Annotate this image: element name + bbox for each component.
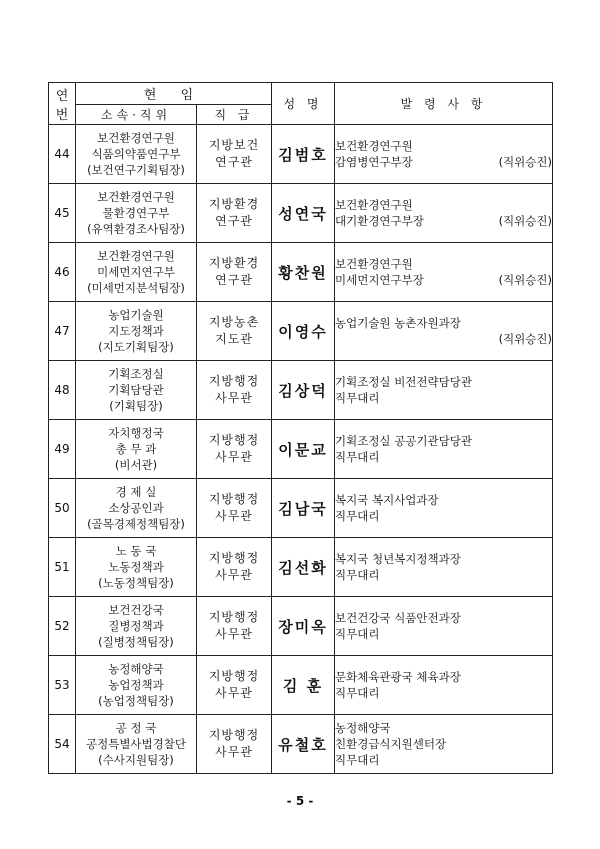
- rank-cell: 지방행정 사무관: [197, 538, 272, 597]
- table-row: [49, 479, 553, 538]
- serial-number-cell: 44: [49, 125, 76, 184]
- appointment-cell: 보건환경연구원 대기환경연구부장 (직위승진): [335, 184, 553, 243]
- person-name-cell: 장미옥: [272, 597, 335, 656]
- header-appointment: 발 령 사 항: [335, 83, 553, 125]
- person-name-cell: 김범호: [272, 125, 335, 184]
- table-row: [49, 597, 553, 656]
- serial-number-cell: 53: [49, 656, 76, 715]
- appointment-cell: 농정해양국 친환경급식지원센터장 직무대리: [335, 715, 553, 774]
- rank-cell: 지방행정 사무관: [197, 715, 272, 774]
- person-name-cell: 이영수: [272, 302, 335, 361]
- header-name: 성 명: [272, 83, 335, 125]
- affiliation-cell: 보건건강국 질병정책과 (질병정책팀장): [76, 597, 197, 656]
- table-row: [49, 715, 553, 774]
- appointment-cell: 농업기술원 농촌자원과장 (직위승진): [335, 302, 553, 361]
- rank-cell: 지방환경 연구관: [197, 184, 272, 243]
- serial-number-cell: 54: [49, 715, 76, 774]
- serial-number-cell: 49: [49, 420, 76, 479]
- rank-cell: 지방행정 사무관: [197, 479, 272, 538]
- table-row: [49, 184, 553, 243]
- rank-cell: 지방행정 사무관: [197, 420, 272, 479]
- rank-cell: 지방행정 사무관: [197, 656, 272, 715]
- affiliation-cell: 농업기술원 지도정책과 (지도기획팀장): [76, 302, 197, 361]
- rank-cell: 지방행정 사무관: [197, 597, 272, 656]
- affiliation-cell: 농정해양국 농업정책과 (농업정책팀장): [76, 656, 197, 715]
- header-current-post: 현 임: [76, 83, 272, 105]
- table-row: [49, 243, 553, 302]
- page-number: - 5 -: [286, 794, 314, 808]
- header-serial-number: 연 번: [49, 83, 76, 125]
- appointment-cell: 기획조정실 비전전략담당관 직무대리: [335, 361, 553, 420]
- table-row: [49, 656, 553, 715]
- table-row: [49, 538, 553, 597]
- appointment-cell: 복지국 복지사업과장 직무대리: [335, 479, 553, 538]
- appointment-cell: 보건건강국 식품안전과장 직무대리: [335, 597, 553, 656]
- rank-cell: 지방농촌 지도관: [197, 302, 272, 361]
- serial-number-cell: 52: [49, 597, 76, 656]
- person-name-cell: 황찬원: [272, 243, 335, 302]
- affiliation-cell: 보건환경연구원 물환경연구부 (유역환경조사팀장): [76, 184, 197, 243]
- personnel-order-table: [48, 82, 553, 774]
- appointment-cell: 문화체육관광국 체육과장 직무대리: [335, 656, 553, 715]
- table-row: [49, 302, 553, 361]
- serial-number-cell: 51: [49, 538, 76, 597]
- appointment-cell: 기획조정실 공공기관담당관 직무대리: [335, 420, 553, 479]
- serial-number-cell: 50: [49, 479, 76, 538]
- person-name-cell: 김상덕: [272, 361, 335, 420]
- person-name-cell: 김남국: [272, 479, 335, 538]
- rank-cell: 지방행정 사무관: [197, 361, 272, 420]
- affiliation-cell: 기획조정실 기획담당관 (기획팀장): [76, 361, 197, 420]
- table-row: [49, 125, 553, 184]
- person-name-cell: 성연국: [272, 184, 335, 243]
- serial-number-cell: 48: [49, 361, 76, 420]
- affiliation-cell: 경 제 실 소상공인과 (골목경제정책팀장): [76, 479, 197, 538]
- affiliation-cell: 보건환경연구원 미세먼지연구부 (미세먼지분석팀장): [76, 243, 197, 302]
- serial-number-cell: 45: [49, 184, 76, 243]
- header-affiliation: 소속·직위: [76, 105, 197, 125]
- rank-cell: 지방환경 연구관: [197, 243, 272, 302]
- table-row: [49, 420, 553, 479]
- appointment-cell: 보건환경연구원 미세먼지연구부장 (직위승진): [335, 243, 553, 302]
- affiliation-cell: 자치행정국 총 무 과 (비서관): [76, 420, 197, 479]
- person-name-cell: 유철호: [272, 715, 335, 774]
- header-rank: 직 급: [197, 105, 272, 125]
- appointment-cell: 복지국 청년복지정책과장 직무대리: [335, 538, 553, 597]
- appointment-cell: 보건환경연구원 감염병연구부장 (직위승진): [335, 125, 553, 184]
- serial-number-cell: 46: [49, 243, 76, 302]
- person-name-cell: 김 훈: [272, 656, 335, 715]
- affiliation-cell: 공 정 국 공정특별사법경찰단 (수사지원팀장): [76, 715, 197, 774]
- person-name-cell: 이문교: [272, 420, 335, 479]
- serial-number-cell: 47: [49, 302, 76, 361]
- affiliation-cell: 보건환경연구원 식품의약품연구부 (보건연구기획팀장): [76, 125, 197, 184]
- rank-cell: 지방보건 연구관: [197, 125, 272, 184]
- table-row: [49, 361, 553, 420]
- affiliation-cell: 노 동 국 노동정책과 (노동정책팀장): [76, 538, 197, 597]
- person-name-cell: 김선화: [272, 538, 335, 597]
